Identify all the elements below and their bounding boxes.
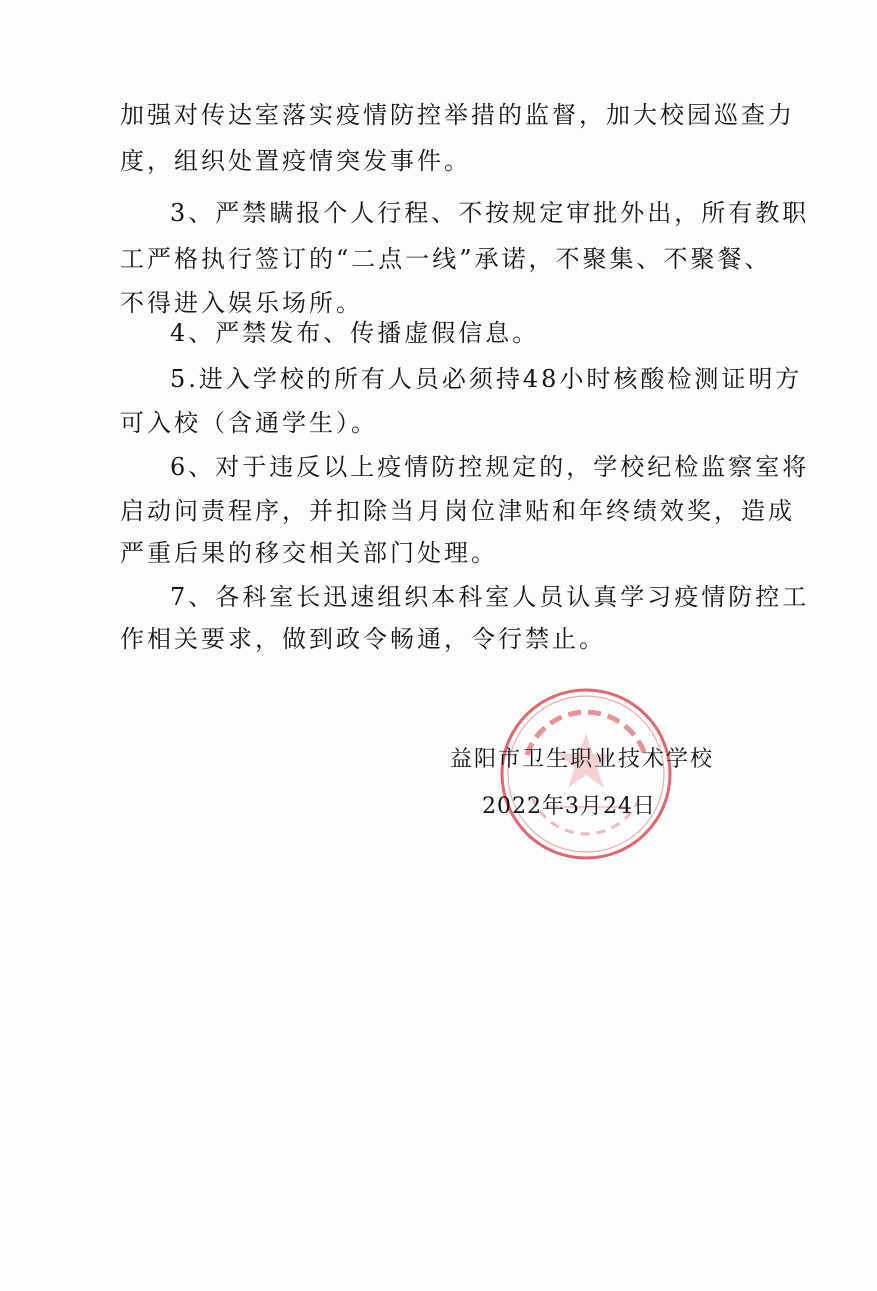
body-line: 启动问责程序，并扣除当月岗位津贴和年终绩效奖，造成 xyxy=(120,497,795,525)
paragraph-3-line: 3、严禁瞒报个人行程、不按规定审批外出，所有教职 xyxy=(170,199,810,227)
body-line: 严重后果的移交相关部门处理。 xyxy=(120,539,498,567)
body-line: 可入校（含通学生）。 xyxy=(120,409,378,437)
body-line: 作相关要求，做到政令畅通，令行禁止。 xyxy=(120,625,606,653)
body-line: 加强对传达室落实疫情防控举措的监督，加大校园巡查力 xyxy=(120,101,795,129)
body-line: 工严格执行签订的“二点一线”承诺，不聚集、不聚餐、 xyxy=(120,245,772,273)
paragraph-7-line: 7、各科室长迅速组织本科室人员认真学习疫情防控工 xyxy=(170,583,810,611)
body-line: 不得进入娱乐场所。 xyxy=(120,289,363,317)
paragraph-4-line: 4、严禁发布、传播虚假信息。 xyxy=(170,319,540,347)
paragraph-6-line: 6、对于违反以上疫情防控规定的，学校纪检监察室将 xyxy=(170,453,810,481)
paragraph-5-line: 5.进入学校的所有人员必须持48小时核酸检测证明方 xyxy=(170,365,803,393)
signature-date: 2022年3月24日 xyxy=(482,794,656,819)
signature-organization: 益阳市卫生职业技术学校 xyxy=(450,747,715,772)
body-line: 度，组织处置疫情突发事件。 xyxy=(120,147,471,175)
